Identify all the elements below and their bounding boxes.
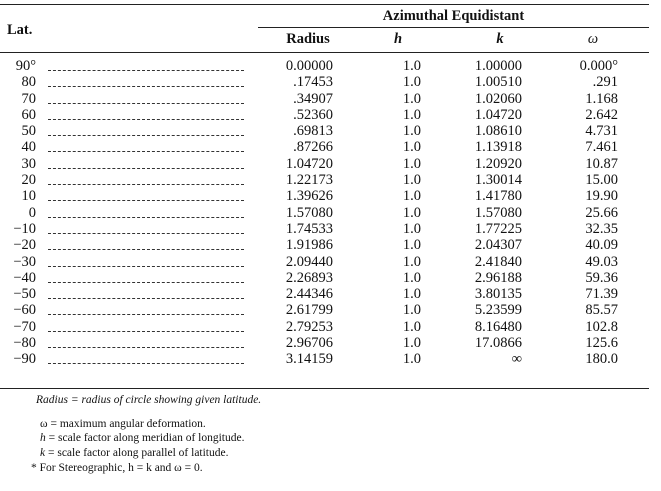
lat-cell: −70 (13, 318, 36, 335)
lat-cell: 40 (21, 139, 36, 156)
radius-cell: 1.04720 (285, 155, 333, 172)
k-cell: 1.41780 (474, 188, 522, 205)
radius-cell: 1.22173 (285, 172, 333, 189)
leader-dots (48, 184, 244, 185)
h-cell: 1.0 (402, 220, 421, 237)
radius-cell: 2.96706 (285, 335, 333, 352)
radius-note: Radius = radius of circle showing given latitude. (36, 394, 262, 406)
h-cell: 1.0 (402, 286, 421, 303)
omega-cell: 125.6 (585, 335, 618, 352)
h-cell: 1.0 (402, 302, 421, 319)
h-column-header: h (393, 31, 403, 47)
table-row (0, 91, 649, 107)
h-cell: 1.0 (402, 318, 421, 335)
table-row (0, 107, 649, 123)
lat-cell: 70 (21, 90, 36, 107)
omega-cell: 4.731 (585, 123, 618, 140)
omega-cell: 25.66 (585, 204, 618, 221)
h-cell: 1.0 (402, 172, 421, 189)
radius-cell: .52360 (293, 106, 333, 123)
lat-cell: −20 (13, 237, 36, 254)
k-cell: 2.41840 (474, 253, 522, 270)
radius-cell: .34907 (293, 90, 333, 107)
top-rule (0, 4, 649, 5)
omega-cell: 180.0 (585, 351, 618, 368)
leader-dots (48, 119, 244, 120)
omega-cell: 40.09 (585, 237, 618, 254)
omega-cell: 102.8 (585, 318, 618, 335)
lat-cell: 90° (15, 58, 36, 74)
radius-cell: 3.14159 (285, 351, 333, 368)
table-row (0, 335, 649, 351)
table-row (0, 237, 649, 253)
lat-cell: −40 (13, 269, 36, 286)
leader-dots (48, 103, 244, 104)
table-row (0, 319, 649, 335)
radius-cell: .87266 (293, 139, 333, 156)
lat-cell: 80 (21, 74, 36, 91)
omega-cell: 59.36 (585, 269, 618, 286)
omega-cell: 49.03 (585, 253, 618, 270)
k-column-header: k (496, 31, 504, 47)
k-cell: 1.00510 (474, 74, 522, 91)
radius-cell: 2.79253 (285, 318, 333, 335)
h-cell: 1.0 (402, 155, 421, 172)
h-cell: 1.0 (402, 90, 421, 107)
h-cell: 1.0 (402, 237, 421, 254)
lat-cell: −60 (13, 302, 36, 319)
h-cell: 1.0 (402, 58, 421, 74)
k-cell: 1.57080 (474, 204, 522, 221)
table-row (0, 351, 649, 367)
table-row (0, 172, 649, 188)
h-cell: 1.0 (402, 188, 421, 205)
lat-cell: −90 (13, 351, 36, 368)
radius-cell: 2.61799 (285, 302, 333, 319)
table-row (0, 123, 649, 139)
h-cell: 1.0 (402, 351, 421, 368)
k-definition-text: = scale factor along parallel of latitude. (45, 447, 229, 459)
lat-cell: 50 (21, 123, 36, 140)
h-cell: 1.0 (402, 335, 421, 352)
leader-dots (48, 135, 244, 136)
h-cell: 1.0 (402, 204, 421, 221)
omega-cell: 71.39 (585, 286, 618, 303)
table-row (0, 188, 649, 204)
lat-cell: 0 (28, 204, 36, 221)
table-row (0, 58, 649, 74)
k-cell: 1.30014 (474, 172, 522, 189)
k-cell: 2.96188 (474, 269, 522, 286)
h-cell: 1.0 (402, 123, 421, 140)
lat-cell: −50 (13, 286, 36, 303)
leader-dots (48, 200, 244, 201)
k-cell: 17.0866 (474, 335, 522, 352)
omega-definition (40, 418, 206, 430)
k-cell: 2.04307 (474, 237, 522, 254)
group-rule (258, 27, 649, 28)
leader-dots (48, 233, 244, 234)
leader-dots (48, 331, 244, 332)
h-cell: 1.0 (402, 253, 421, 270)
radius-cell: .17453 (293, 74, 333, 91)
azimuthal-equidistant-header: Azimuthal Equidistant (382, 8, 525, 24)
h-cell: 1.0 (402, 139, 421, 156)
omega-cell: 15.00 (585, 172, 618, 189)
h-cell: 1.0 (402, 269, 421, 286)
radius-cell: 2.44346 (285, 286, 333, 303)
leader-dots (48, 86, 244, 87)
lat-cell: −30 (13, 253, 36, 270)
table-row (0, 286, 649, 302)
leader-dots (48, 282, 244, 283)
table-row (0, 302, 649, 318)
omega-cell: 2.642 (585, 106, 618, 123)
k-symbol: k (40, 447, 46, 459)
header-rule (0, 52, 649, 53)
radius-cell: 1.39626 (285, 188, 333, 205)
leader-dots (48, 314, 244, 315)
table-row (0, 221, 649, 237)
radius-cell: .69813 (293, 123, 333, 140)
radius-column-header: Radius (286, 31, 330, 47)
lat-cell: 30 (21, 155, 36, 172)
k-cell: 8.16480 (474, 318, 522, 335)
radius-cell: 2.09440 (285, 253, 333, 270)
h-definition-text: = scale factor along meridian of longitude. (45, 432, 245, 444)
leader-dots (48, 363, 244, 364)
table-row (0, 74, 649, 90)
table-row (0, 254, 649, 270)
leader-dots (48, 151, 244, 152)
lat-cell: 10 (21, 188, 36, 205)
leader-dots (48, 347, 244, 348)
leader-dots (48, 249, 244, 250)
table-row (0, 205, 649, 221)
stereographic-footnote: * For Stereographic, h = k and ω = 0. (31, 462, 203, 474)
omega-cell: 10.87 (585, 155, 618, 172)
omega-definition-text: = maximum angular deformation. (47, 418, 206, 430)
omega-cell: 0.000° (579, 58, 618, 74)
leader-dots (48, 266, 244, 267)
omega-cell: .291 (592, 74, 618, 91)
omega-cell: 19.90 (585, 188, 618, 205)
leader-dots (48, 70, 244, 71)
radius-cell: 1.91986 (285, 237, 333, 254)
k-definition (40, 447, 229, 459)
k-cell: 3.80135 (474, 286, 522, 303)
k-cell: 1.08610 (474, 123, 522, 140)
k-cell: 1.04720 (474, 106, 522, 123)
leader-dots (48, 168, 244, 169)
omega-symbol: ω (40, 418, 48, 430)
k-cell: 1.00000 (474, 58, 522, 74)
table-row (0, 139, 649, 155)
h-symbol: h (40, 432, 46, 444)
k-cell: 1.77225 (474, 220, 522, 237)
omega-cell: 32.35 (585, 220, 618, 237)
omega-column-header: ω (587, 31, 599, 47)
omega-cell: 85.57 (585, 302, 618, 319)
radius-cell: 1.57080 (285, 204, 333, 221)
k-cell: 5.23599 (474, 302, 522, 319)
radius-cell: 0.00000 (285, 58, 333, 74)
bottom-rule (0, 388, 649, 389)
lat-cell: 60 (21, 106, 36, 123)
table-row (0, 156, 649, 172)
leader-dots (48, 298, 244, 299)
h-cell: 1.0 (402, 106, 421, 123)
leader-dots (48, 217, 244, 218)
k-cell: ∞ (511, 351, 522, 368)
h-cell: 1.0 (402, 74, 421, 91)
omega-cell: 7.461 (585, 139, 618, 156)
radius-cell: 2.26893 (285, 269, 333, 286)
radius-cell: 1.74533 (285, 220, 333, 237)
omega-cell: 1.168 (585, 90, 618, 107)
k-cell: 1.13918 (474, 139, 522, 156)
lat-column-header: Lat. (7, 22, 33, 38)
h-definition (40, 432, 244, 444)
lat-cell: 20 (21, 172, 36, 189)
k-cell: 1.20920 (474, 155, 522, 172)
table-row (0, 270, 649, 286)
lat-cell: −80 (13, 335, 36, 352)
lat-cell: −10 (13, 220, 36, 237)
table-body (0, 58, 649, 368)
k-cell: 1.02060 (474, 90, 522, 107)
